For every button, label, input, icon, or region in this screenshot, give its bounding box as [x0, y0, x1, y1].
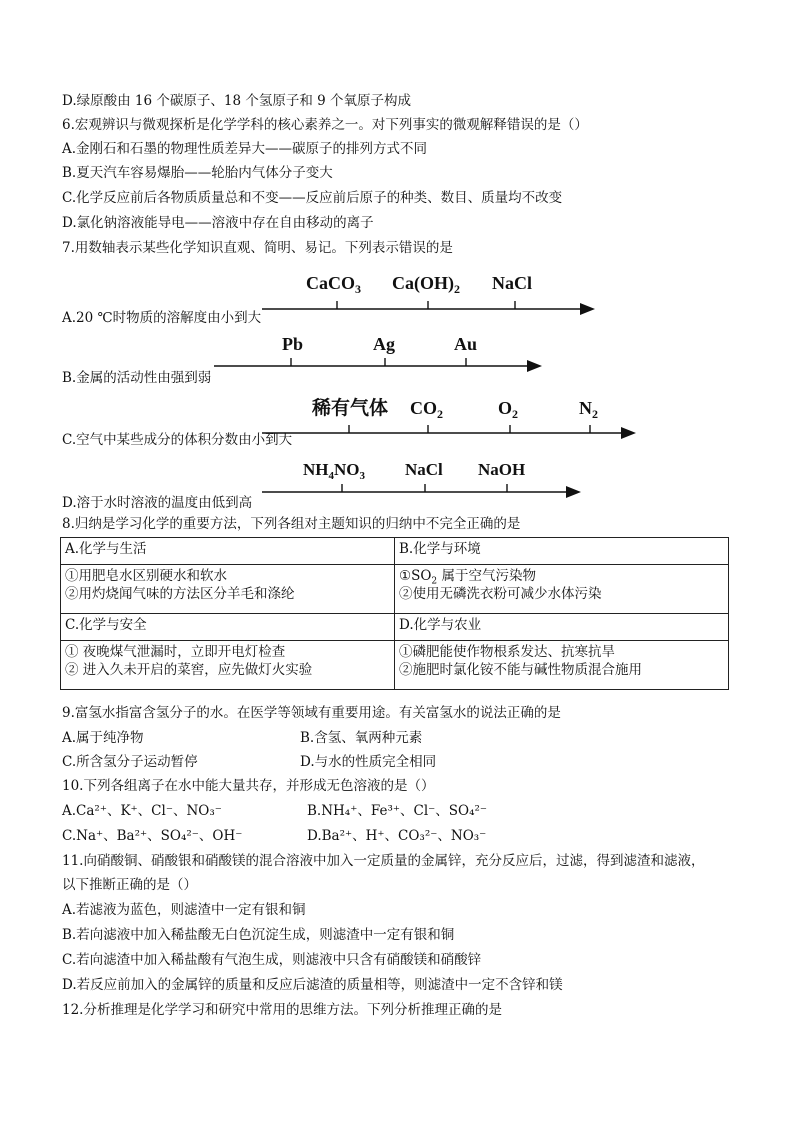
tick-label-o2: $O_2$: [498, 398, 519, 421]
q10-option-c: C.Na⁺、Ba²⁺、SO₄²⁻、OH⁻: [62, 828, 243, 844]
q8-a-item: ②用灼烧闻气味的方法区分羊毛和涤纶: [65, 586, 295, 602]
q9-option-b: B.含氢、氧两种元素: [300, 730, 423, 746]
q7-b-number-line: [212, 331, 542, 381]
q8-d-item: ①磷肥能使作物根系发达、抗寒抗旱: [399, 644, 615, 660]
q11-option-b: B.若向滤液中加入稀盐酸无白色沉淀生成，则滤渣中一定有银和铜: [62, 927, 455, 943]
tick-label-nacl: NaCl: [492, 273, 532, 293]
q12-stem: 12.分析推理是化学学习和研究中常用的思维方法。下列分析推理正确的是: [62, 1002, 502, 1018]
q8-b-title: B.化学与环境: [395, 538, 729, 565]
arrow-head: [580, 303, 595, 315]
q7-c-label: C.空气中某些成分的体积分数由小到大: [62, 432, 293, 448]
q7-b-label: B.金属的活动性由强到弱: [62, 370, 212, 386]
q6-option-a: A.金刚石和石墨的物理性质差异大——碳原子的排列方式不同: [62, 141, 428, 157]
q11-stem-line1: 11.向硝酸铜、硝酸银和硝酸镁的混合溶液中加入一定质量的金属锌，充分反应后，过滤，得到滤渣和滤液，: [62, 853, 705, 869]
q11-option-a: A.若滤液为蓝色，则滤渣中一定有银和铜: [62, 902, 306, 918]
arrow-head: [621, 427, 636, 439]
tick-label-caoh2: $Ca(OH)_2$: [392, 273, 460, 296]
q6-stem: 6.宏观辨识与微观探析是化学学科的核心素养之一。对下列事实的微观解释错误的是（）: [62, 117, 588, 133]
q9-option-a: A.属于纯净物: [62, 730, 144, 746]
arrow-head: [527, 360, 542, 372]
q7-stem: 7.用数轴表示某些化学知识直观、简明、易记。下列表示错误的是: [62, 240, 453, 256]
q8-d-items: [395, 641, 729, 690]
q8-a-title: A.化学与生活: [61, 538, 395, 565]
q7-d-number-line: [258, 455, 583, 505]
q10-option-d: D.Ba²⁺、H⁺、CO₃²⁻、NO₃⁻: [307, 828, 487, 844]
q11-option-c: C.若向滤渣中加入稀盐酸有气泡生成，则滤液中只含有硝酸镁和硝酸锌: [62, 952, 482, 968]
arrow-head: [566, 486, 581, 498]
q7-c-number-line: [258, 392, 638, 444]
tick-label-caco3: CaCO$_3$: [306, 273, 361, 296]
q8-b-items: [395, 565, 729, 614]
q8-d-title: D.化学与农业: [395, 614, 729, 641]
q8-c-title: C.化学与安全: [61, 614, 395, 641]
q8-a-items: [61, 565, 395, 614]
q10-option-b: B.NH₄⁺、Fe³⁺、Cl⁻、SO₄²⁻: [307, 803, 488, 819]
q11-option-d: D.若反应前加入的金属锌的质量和反应后滤渣的质量相等，则滤渣中一定不含锌和镁: [62, 977, 563, 993]
q5-option-d: D.绿原酸由 16 个碳原子、18 个氢原子和 9 个氧原子构成: [62, 93, 412, 109]
q7-d-label: D.溶于水时溶液的温度由低到高: [62, 495, 253, 511]
q8-c-item: ② 进入久未开启的菜窖，应先做灯火实验: [65, 662, 313, 678]
q9-option-c: C.所含氢分子运动暂停: [62, 754, 198, 770]
q9-stem: 9.富氢水指富含氢分子的水。在医学等领域有重要用途。有关富氢水的说法正确的是: [62, 705, 561, 721]
tick-label-pb: Pb: [282, 334, 304, 354]
q6-option-b: B.夏天汽车容易爆胎——轮胎内气体分子变大: [62, 165, 333, 181]
tick-label-n2: $N_2$: [579, 398, 598, 421]
q8-b-item: $①SO_2$ 属于空气污染物: [399, 568, 536, 587]
tick-label-ag: Ag: [373, 334, 395, 354]
q8-table: [60, 537, 729, 690]
q8-stem: 8.归纳是学习化学的重要方法，下列各组对主题知识的归纳中不完全正确的是: [62, 516, 521, 532]
q8-c-item: ① 夜晚煤气泄漏时，立即开电灯检查: [65, 644, 286, 660]
q10-option-a: A.Ca²⁺、K⁺、Cl⁻、NO₃⁻: [62, 803, 222, 819]
q9-option-d: D.与水的性质完全相同: [300, 754, 437, 770]
q6-option-c: C.化学反应前后各物质质量总和不变——反应前后原子的种类、数目、质量均不改变: [62, 190, 563, 206]
q6-option-d: D.氯化钠溶液能导电——溶液中存在自由移动的离子: [62, 215, 374, 231]
q7-a-number-line: [250, 262, 595, 322]
q11-stem-line2: 以下推断正确的是（）: [62, 877, 197, 893]
tick-label-nh4no3: $NH_4NO_3$: [303, 460, 365, 482]
q8-a-item: ①用肥皂水区别硬水和软水: [65, 568, 227, 584]
tick-label-naoh: NaOH: [478, 460, 526, 479]
q7-a-label: A.20 ℃时物质的溶解度由小到大: [62, 310, 262, 326]
q8-d-item: ②施肥时氯化铵不能与碱性物质混合施用: [399, 662, 642, 678]
tick-label-au: Au: [454, 334, 478, 354]
tick-label-co2: $CO_2$: [410, 398, 443, 421]
tick-label-noble-gases: 稀有气体: [312, 398, 389, 419]
q8-b-item: ②使用无磷洗衣粉可减少水体污染: [399, 586, 602, 602]
tick-label-nacl: NaCl: [405, 460, 443, 479]
q10-stem: 10.下列各组离子在水中能大量共存，并形成无色溶液的是（）: [62, 778, 435, 794]
q8-c-items: [61, 641, 395, 690]
